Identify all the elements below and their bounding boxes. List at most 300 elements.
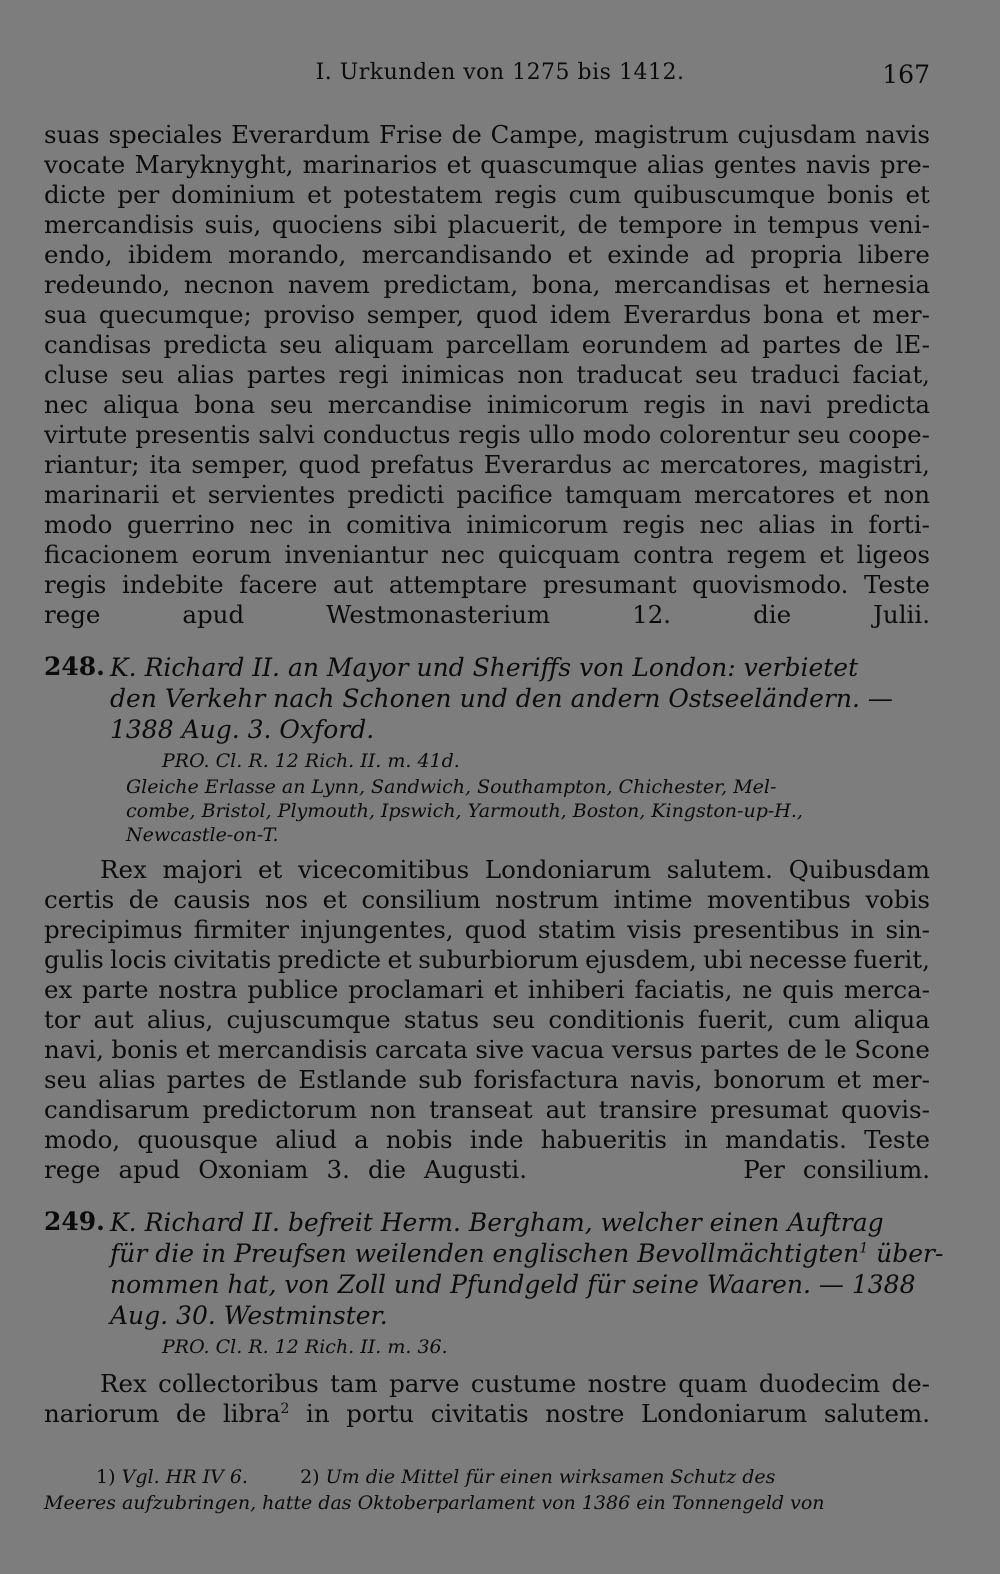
word: predicta [163,330,268,359]
word: gulis [44,945,104,974]
word: regis [494,180,557,209]
title-text: für die in Preufsen weilenden englischen Bevollmächtigten [110,1239,860,1268]
word: navi, [44,1035,104,1064]
word: Scone [854,1035,930,1064]
word: de [786,1035,817,1064]
word: endo, [44,240,113,269]
word: forisfactura [473,1065,619,1094]
word: mercandisis [44,210,195,239]
word: magistri, [818,450,930,479]
word: aliquam [334,330,434,359]
word: seu [121,360,165,389]
word: inimicas [401,360,505,389]
word: Everardum [231,120,371,149]
word: quascumque [480,150,638,179]
word: visis [627,915,682,944]
word: propria [750,240,843,269]
word: partes [166,1065,246,1094]
word: de- [891,1369,930,1398]
document-text [44,1369,930,1429]
footnotes [44,1464,930,1516]
word: versus [611,1035,693,1064]
word: prefatus [370,450,474,479]
word: quam [678,1369,748,1398]
word: habueritis [540,1125,667,1154]
word: inde [469,1125,524,1154]
text-line [44,1095,930,1125]
text-line [44,885,930,915]
word: custume [470,1369,577,1398]
word: regi [338,360,389,389]
word: de [577,210,608,239]
body-text [44,120,944,1429]
word: Frise [379,120,443,149]
word: consilium [361,885,481,914]
word: in [720,390,745,419]
word: nostrum [495,885,599,914]
word: facere [239,570,318,599]
word: Rex [100,1369,147,1398]
word: Rex [100,855,147,884]
word: publice [247,975,339,1004]
word: tam [330,1369,378,1398]
word: injungentes, [300,915,454,944]
word: navis [865,120,930,149]
word: civitatis [173,945,272,974]
word: Teste [864,570,930,599]
word: fuerit, [697,1005,775,1034]
word: proviso [263,300,355,329]
word: et [307,180,332,209]
archive-source: PRO. Cl. R. 12 Rich. II. m. 41d. [162,750,460,772]
word: aut [93,1005,134,1034]
word: vicecomitibus [298,855,470,884]
word: in [850,915,875,944]
word: ex [44,975,73,1004]
word: eorum [191,540,272,569]
word: carcata [375,1035,468,1064]
text-line [44,1035,930,1065]
word: mercandise [327,390,472,419]
title-line: K. Richard II. an Mayor und Sheriffs von London: verbietet [110,653,859,682]
word: navis [805,150,871,179]
word: nostra [158,975,238,1004]
word: aut [545,1095,586,1124]
word: collectoribus [158,1369,319,1398]
entry-248 [44,652,930,1185]
word: alius, [146,1005,214,1034]
note-line: Newcastle-on-T. [126,824,279,846]
title-line: K. Richard II. befreit Herm. Bergham, welcher einen Auftrag [110,1208,884,1237]
word: statim [537,915,616,944]
word: quod [298,450,361,479]
word: tamquam [564,480,682,509]
word: faciatis, [634,975,733,1004]
word: per [117,180,160,209]
text-line [44,480,930,510]
continued-document-text [44,120,930,630]
word: marinarii [44,480,160,509]
word: redeundo, [44,270,171,299]
word: ullo [528,420,575,449]
word: nec [440,540,485,569]
word: proclamari [348,975,484,1004]
text-line [44,1125,930,1155]
footnote-text: Um die Mittel für einen wirksamen Schutz des [325,1466,776,1488]
word: bona [194,390,256,419]
word: indebite [121,570,224,599]
word: seu [270,390,313,419]
footnote-marker: 1) [96,1466,116,1488]
text-line [44,570,930,600]
word: dominium [171,180,296,209]
word: et [171,480,196,509]
word: predictorum [202,1095,357,1124]
document-text [44,855,930,1185]
word: et [819,540,844,569]
authorization-note: Per consilium. [743,1155,931,1184]
word: regis [458,420,521,449]
text-line [44,975,930,1005]
word: et [847,480,872,509]
text-line [44,180,930,210]
word: lE- [895,330,930,359]
word: causis [173,885,251,914]
word: vobis [865,885,930,914]
word: candisas [44,330,152,359]
word: navi [759,390,812,419]
word: magistrum [594,120,729,149]
word: faciat, [852,360,930,389]
text-line [44,1369,930,1399]
word: nec [699,510,744,539]
text-line [44,210,930,240]
word: partes [762,330,842,359]
word: et [322,885,347,914]
word: virtute [44,420,128,449]
text-line: rege apud Westmonasterium 12. die Julii. [44,600,930,629]
dating-clause: rege apud Oxoniam 3. die Augusti. [44,1155,528,1184]
page-number: 167 [882,60,930,89]
word: cum [787,1005,841,1034]
word: inveniantur [284,540,428,569]
word: hernesia [822,270,930,299]
word: ad [719,330,751,359]
word: exinde [607,240,690,269]
word: morando, [228,240,347,269]
word: seu [279,330,323,359]
word: Estlande [298,1065,408,1094]
footnote-text: Vgl. HR IV 6. [121,1466,248,1488]
word: cum [568,180,622,209]
word: seu [694,360,738,389]
word: ad [704,240,736,269]
footnote-line: Meeres aufzubringen, hatte das Oktoberparlament von 1386 ein Tonnengeld von [44,1492,825,1514]
footnote-mark: 2 [280,1400,290,1417]
entry-number: 249. [44,1207,105,1236]
word: mercatores [693,480,836,509]
word: de [128,885,159,914]
text-line [44,270,930,300]
word: regis [643,390,706,419]
word: servientes [207,480,336,509]
word: quociens [271,210,383,239]
word: status [403,1005,480,1034]
footnote-marker: 2) [300,1466,320,1488]
word: transeat [429,1095,533,1124]
word: presentibus [692,915,840,944]
word: transire [598,1095,698,1124]
word: coope- [848,420,930,449]
word: placuerit, [447,210,567,239]
word: Maryknyght, [134,150,294,179]
word: ligeos [856,540,930,569]
entry-number: 248. [44,652,105,681]
word: aut [332,570,374,599]
word: alias [98,1065,156,1094]
word: quod [475,300,538,329]
word: ibidem [127,240,213,269]
word: riantur; [44,450,140,479]
text-line [44,150,930,180]
word: bonis [111,1035,179,1064]
title-line: den Verkehr nach Schonen und den andern Ostseeländern. — [110,684,893,713]
text-line [44,855,930,885]
word: contra [633,540,714,569]
word: a [354,1125,369,1154]
word: bona, [531,270,601,299]
text-line [44,390,930,420]
word: ac [621,450,651,479]
word: vocate [44,150,126,179]
running-head: I. Urkunden von 1275 bis 1412. [315,60,685,85]
word: pacifice [456,480,553,509]
word: regis [44,570,107,599]
word: speciales [108,120,223,149]
word: quis [782,975,835,1004]
text-line [44,1065,930,1095]
text-line [44,420,930,450]
word: inhiberi [527,975,625,1004]
word: nos [264,885,309,914]
text-segment: in portu civitatis nostre Londoniarum salutem. [289,1399,930,1428]
word: seu [44,1065,87,1094]
archive-source: PRO. Cl. R. 12 Rich. II. m. 36. [162,1336,448,1358]
word: le [824,1035,847,1064]
word: idem [549,300,612,329]
word: parve [389,1369,460,1398]
word: sin- [885,915,930,944]
word: sua [44,300,87,329]
text-line [44,240,930,270]
word: salutem. [666,855,773,884]
word: seu [797,420,841,449]
word: modo, [44,1125,121,1154]
word: majori [162,855,243,884]
word: et [836,1065,861,1094]
text-line [44,450,930,480]
word: predicta [826,390,930,419]
word: mercandisis [217,1035,368,1064]
word: presumant [542,570,677,599]
word: mercatores, [660,450,809,479]
text-line [44,945,930,975]
word: et [185,1035,210,1064]
word: partes [700,1035,780,1064]
word: bonis [827,180,894,209]
word: et [446,150,471,179]
footnote-mark: 1 [859,1240,869,1257]
parallel-documents-note [126,775,930,847]
word: predicti [347,480,445,509]
word: quovismodo. [692,570,849,599]
word: quecumque; [98,300,252,329]
word: attemptare [388,570,528,599]
word: non [369,1095,417,1124]
word: fuerit, [853,945,930,974]
word: pre- [879,150,930,179]
word: duodecim [758,1369,881,1398]
word: presentis [135,420,251,449]
word: conductus [322,420,451,449]
word: aliqua [102,390,180,419]
word: mer- [872,1065,930,1094]
word: quovis- [841,1095,930,1124]
word: presumat [710,1095,829,1124]
word: modo [44,510,113,539]
word: tempus [767,210,860,239]
word: cluse [44,360,109,389]
word: nec [44,390,88,419]
word: gentes [713,150,797,179]
footnote-line [44,1464,930,1490]
word: vacua [531,1035,605,1064]
word: libere [857,240,930,269]
closing-line [44,1155,930,1185]
word: traducat [576,360,683,389]
word: bona [763,300,824,329]
word: necesse [748,945,848,974]
word: ita [149,450,182,479]
word: regis [622,510,685,539]
text-line [44,540,930,570]
word: ejusdem, [585,945,697,974]
word: Teste [864,1125,930,1154]
word: conditionis [548,1005,685,1034]
word: nostre [587,1369,667,1398]
word: in [684,1125,708,1154]
word: veni- [869,210,930,239]
title-text: über- [868,1239,944,1268]
word: modo [582,420,652,449]
word: potestatem [343,180,483,209]
word: et [835,300,861,329]
word: regem [726,540,807,569]
word: parcellam [445,330,570,359]
word: Londoniarum [484,855,652,884]
word: de [256,1065,288,1094]
text-line [44,300,930,330]
word: suis, [204,210,262,239]
word: et [493,975,518,1004]
word: Quibusdam [788,855,930,884]
word: marinarios [302,150,438,179]
word: quousque [137,1125,258,1154]
word: Everardus [622,300,752,329]
word: aliud [275,1125,337,1154]
word: moventibus [706,885,851,914]
word: quicquam [497,540,621,569]
word: cujuscumque [226,1005,391,1034]
word: sive [475,1035,525,1064]
word: necnon [183,270,275,299]
word: parte [82,975,149,1004]
word: mandatis. [724,1125,847,1154]
word: mercandisas [614,270,771,299]
text-line [44,330,930,360]
word: in [733,210,757,239]
word: ubi [703,945,743,974]
word: traduci [750,360,840,389]
word: et [387,945,412,974]
word: comitiva [346,510,452,539]
word: sibi [393,210,438,239]
word: seu [492,1005,536,1034]
word: colorentur [659,420,790,449]
note-line: combe, Bristol, Plymouth, Ipswich, Yarmouth, Boston, Kingston-up-H., [126,800,803,822]
word: inimicorum [486,390,629,419]
word: merca- [843,975,930,1004]
word: quibuscumque [633,180,816,209]
word: in [830,510,854,539]
word: mer- [872,300,930,329]
word: aliqua [853,1005,930,1034]
word: de [451,120,482,149]
word: semper, [366,300,465,329]
word: sub [418,1065,463,1094]
word: partes [247,360,326,389]
entry-249 [44,1207,944,1429]
word: eorundem [581,330,708,359]
word: locis [110,945,167,974]
word: navem [287,270,370,299]
word: predicte [277,945,382,974]
word: forti- [868,510,930,539]
word: ne [742,975,773,1004]
word: dicte [44,180,106,209]
word: predictam, [383,270,519,299]
text-line [44,1399,930,1429]
word: tor [44,1005,81,1034]
word: cujusdam [737,120,857,149]
word: intime [613,885,693,914]
text-line [44,120,930,150]
word: certis [44,885,115,914]
text-segment: nariorum de libra [44,1399,281,1428]
word: Campe, [490,120,586,149]
word: et [784,270,809,299]
word: guerrino [127,510,235,539]
word: suburbiorum [418,945,579,974]
word: candisarum [44,1095,190,1124]
word: alias [176,360,235,389]
text-line [44,510,930,540]
word: precipimus [44,915,183,944]
word: non [517,360,564,389]
word: et [567,240,592,269]
word: et [905,180,930,209]
entry-title [110,652,930,745]
